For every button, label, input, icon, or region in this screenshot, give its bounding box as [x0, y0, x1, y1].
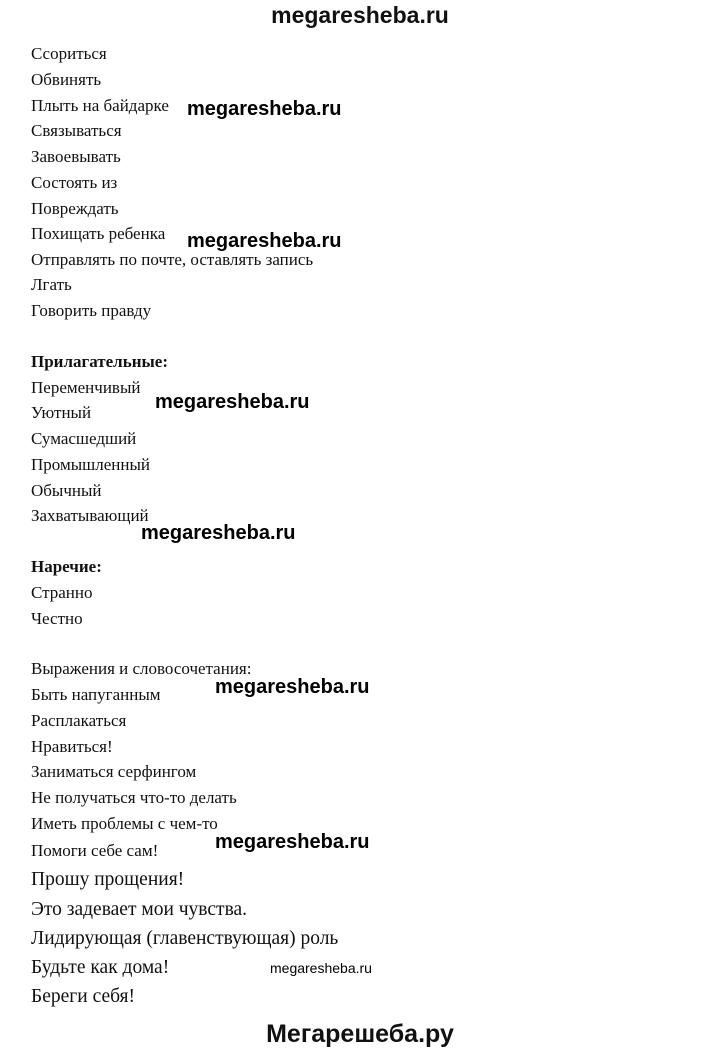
list-item: Связываться	[31, 121, 122, 140]
list-item: Иметь проблемы с чем-то	[31, 814, 218, 833]
list-item: Уютный	[31, 403, 92, 422]
list-item: Помоги себе сам!	[31, 841, 159, 860]
list-item: Говорить правду	[31, 301, 152, 320]
watermark: megaresheba.ru	[270, 960, 372, 976]
list-item: Сумасшедший	[31, 429, 137, 448]
section-heading: Выражения и словосочетания:	[31, 659, 252, 678]
list-item: Не получаться что-то делать	[31, 788, 237, 807]
list-item: Лгать	[31, 275, 72, 294]
list-item: Быть напуганным	[31, 685, 161, 704]
watermark: megaresheba.ru	[215, 831, 370, 853]
list-item: Плыть на байдарке	[31, 96, 169, 115]
list-item: Обвинять	[31, 70, 102, 89]
list-item: Переменчивый	[31, 378, 141, 397]
footer-site-name: Мегарешеба.ру	[266, 1020, 454, 1048]
list-item: Отправлять по почте, оставлять запись	[31, 250, 314, 269]
list-item: Честно	[31, 609, 83, 628]
list-item: Обычный	[31, 481, 102, 500]
section-heading: Прилагательные:	[31, 352, 168, 371]
list-item: Береги себя!	[31, 986, 136, 1007]
watermark: megaresheba.ru	[155, 391, 310, 413]
list-item: Это задевает мои чувства.	[31, 899, 248, 920]
watermark: megaresheba.ru	[215, 676, 370, 698]
list-item: Заниматься серфингом	[31, 762, 197, 781]
header-site-name: megaresheba.ru	[271, 2, 449, 28]
watermark: megaresheba.ru	[187, 98, 342, 120]
list-item: Ссориться	[31, 44, 107, 63]
list-item: Лидирующая (главенствующая) роль	[31, 928, 339, 949]
list-item: Захватывающий	[31, 506, 149, 525]
watermark: megaresheba.ru	[187, 230, 342, 252]
list-item: Будьте как дома!	[31, 957, 170, 978]
list-item: Прошу прощения!	[31, 869, 185, 890]
list-item: Промышленный	[31, 455, 150, 474]
list-item: Расплакаться	[31, 711, 127, 730]
list-item: Нравиться!	[31, 737, 113, 756]
watermark: megaresheba.ru	[141, 522, 296, 544]
list-item: Странно	[31, 583, 93, 602]
list-item: Похищать ребенка	[31, 224, 166, 243]
section-heading: Наречие:	[31, 557, 102, 576]
list-item: Состоять из	[31, 173, 118, 192]
list-item: Завоевывать	[31, 147, 121, 166]
list-item: Повреждать	[31, 199, 119, 218]
